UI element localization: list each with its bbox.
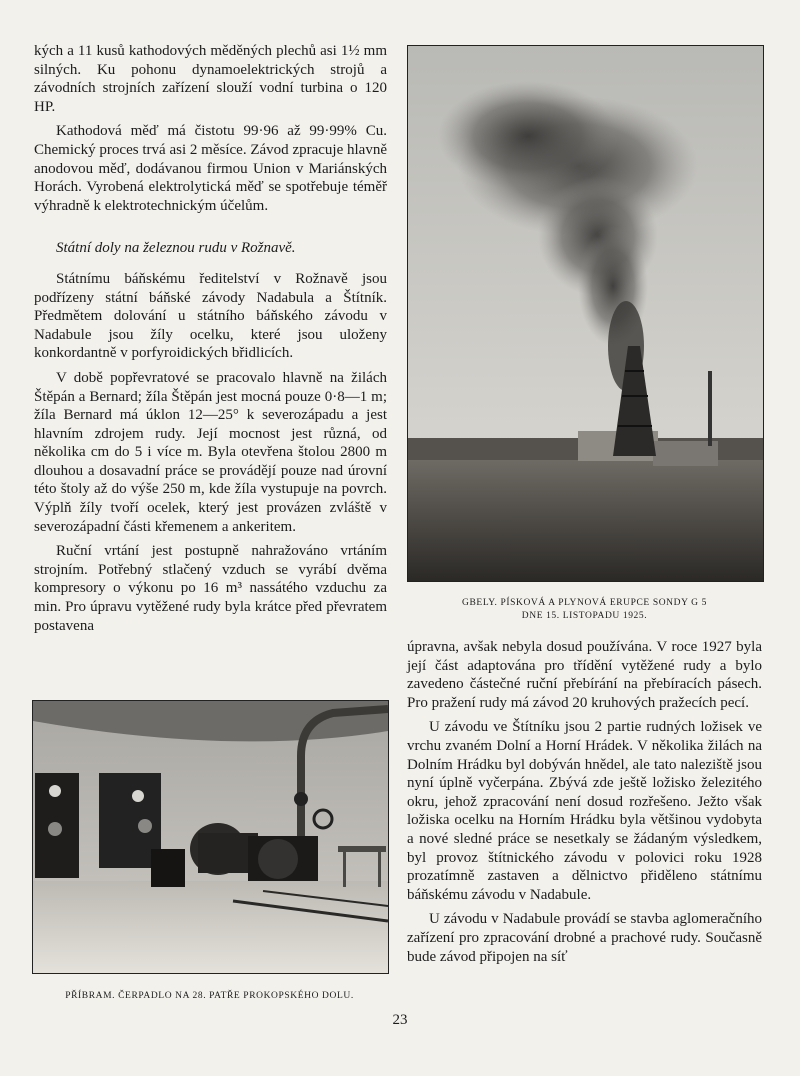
right-column [407,638,762,972]
paragraph: U závodu ve Štítníku jsou 2 partie rudných ložisek ve vrchu zvaném Dolní a Horní Hrádek. V několika žilách na Dolním Hrádku byl dobýván hnědel, ale tato naleziště jsou nyní úplně vyčerpána. Zbývá zde ještě ložisko železitého okru, jehož zpracování není dosud rozřešeno. Ježto však ložiska ocelku na Horním Hrádku byla většinou vydobyta a nové sledné práce se nesetkaly se žádaným výsledkem, byl provoz štítnického závodu v polovici roku 1928 prozatímně zastaven a dělnictvo přiděleno státnímu báňskému závodu v Nadabule. [407,719,762,903]
underground-pump-image [33,701,388,973]
paragraph: Ruční vrtání jest postupně nahražováno vrtáním strojním. Potřebný stlačený vzduch se vyrábí dvěma kompresory o výkonu po 16 m³ nassátého vzduchu za min. Pro úpravu vytěžené rudy byla krátce před převratem postavena [34,543,387,634]
gbely-photo-caption [407,597,762,623]
gbely-eruption-photo [407,45,764,582]
paragraph: kých a 11 kusů kathodových měděných plechů asi 1½ mm silných. Ku pohonu dynamoelektrických strojů a závodních strojních zařízení slouží vodní turbina o 120 HP. [34,43,387,115]
caption-line: GBELY. PÍSKOVÁ A PLYNOVÁ ERUPCE SONDY G 5 [462,598,707,608]
section-heading: Státní doly na železnou rudu v Rožnavě. [56,240,296,257]
paragraph: U závodu v Nadabule provádí se stavba aglomeračního zařízení pro zpracování drobné a prachové rudy. Současně bude závod připojen na síť [407,911,762,965]
page-number: 23 [392,1012,408,1028]
paragraph: V době popřevratové se pracovalo hlavně na žilách Štěpán a Bernard; žíla Štěpán jest mocná pouze 0·8—1 m; žíla Bernard má úklon 12—25° k severozápadu a jest hlavním zdrojem rudy. Její mocnost jest různá, od několika cm do 5 i více m. Byla otevřena štolou 2800 m dlouhou a dosavadní práce se provádějí pouze nad úrovní této štoly až do výše 250 m, kde žíla vystupuje na povrch. Výplň žíly tvoří ocelek, který jest provázen zvláště v severozápadní části křemenem a ankeritem. [34,369,387,535]
paragraph: Kathodová měď má čistotu 99·96 až 99·99% Cu. Chemický proces trvá asi 2 měsíce. Závod zpracuje hlavně anodovou měď, dodávanou firmou Union v Mariánských Horách. Vyrobená elektrolytická měď se spotřebuje téměř výhradně k elektrotechnickým účelům. [34,123,387,214]
left-column [34,42,387,641]
paragraph: úpravna, avšak nebyla dosud používána. V roce 1927 byla její část adaptována pro třídění vytěžené rudy a bylo zavedeno částečné ruční přebírání na přebíracích pásech. Pro pražení rudy má závod 20 kruhových pražecích pecí. [407,639,762,711]
caption-line: DNE 15. LISTOPADU 1925. [521,611,648,621]
pribram-photo-caption: PŘÍBRAM. ČERPADLO NA 28. PATŘE PROKOPSKÉHO DOLU. [65,991,354,1001]
pribram-pump-photo [32,700,389,974]
paragraph: Státnímu báňskému ředitelství v Rožnavě jsou podřízeny státní báňské závody Nadabula a Štítník. Předmětem dolování u státního báňského závodu v Nadabule jsou žíly ocelku, které jsou uloženy konkordantně v porfyroidických břidlicích. [34,270,387,362]
oil-derrick-eruption-image [408,46,763,581]
